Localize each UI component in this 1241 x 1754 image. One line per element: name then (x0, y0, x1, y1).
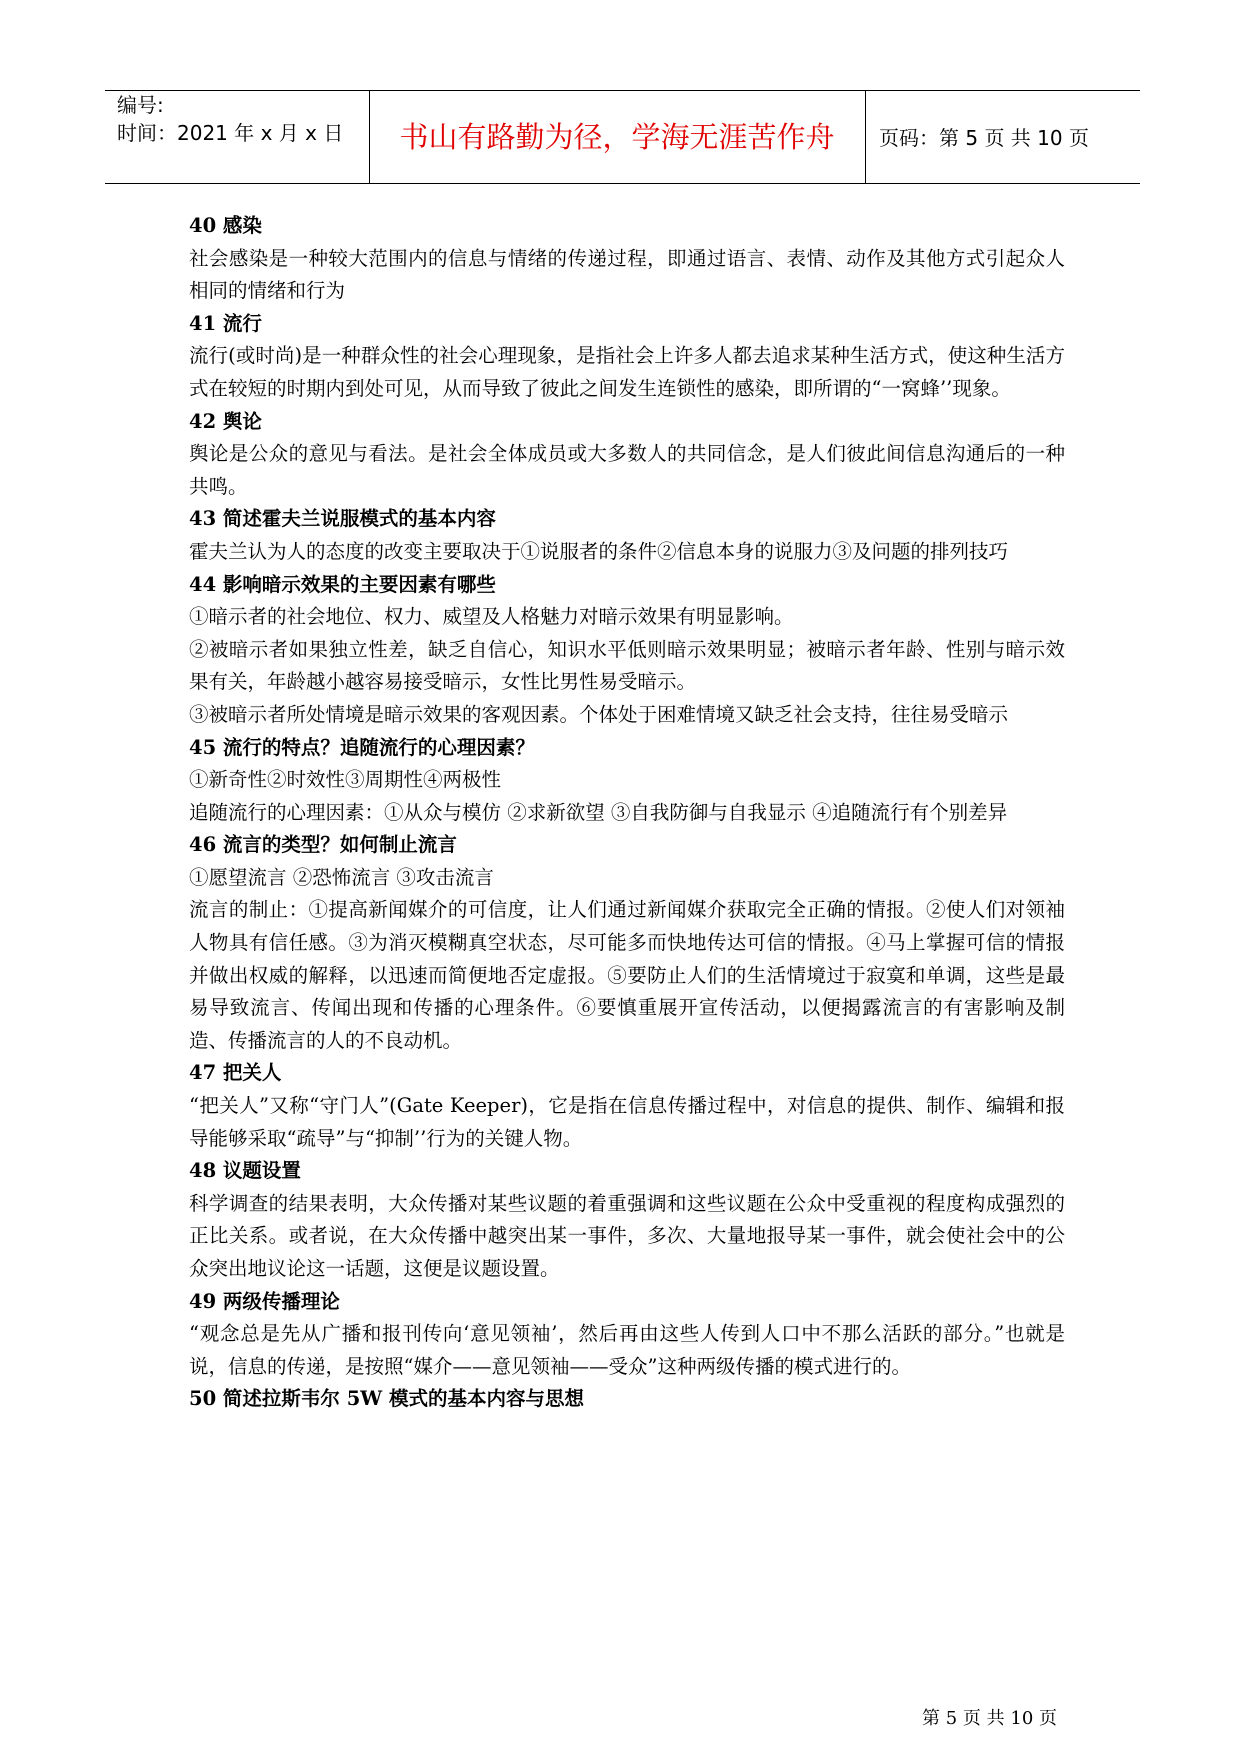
section-heading: 42 舆论 (189, 409, 262, 433)
section-paragraph: ①愿望流言 ②恐怖流言 ③攻击流言 (189, 865, 494, 889)
section-paragraph: 流行(或时尚)是一种群众性的社会心理现象，是指社会上许多人都去追求某种生活方式，使这种生活方式在较短的时期内到处可见，从而导致了彼此之间发生连锁性的感染，即所谓的“一窝蜂’’现象。 (189, 344, 1065, 400)
section-heading: 47 把关人 (189, 1061, 282, 1085)
section-paragraph: “把关人”又称“守门人”(Gate Keeper)，它是指在信息传播过程中，对信息的提供、制作、编辑和报导能够采取“疏导”与“抑制’’行为的关键人物。 (189, 1094, 1065, 1150)
time-label: 时间：2021 年 x 月 x 日 (117, 121, 344, 145)
section-paragraph: ③被暗示者所处情境是暗示效果的客观因素。个体处于困难情境又缺乏社会支持，往往易受暗示 (189, 702, 1009, 726)
section-paragraph: ②被暗示者如果独立性差，缺乏自信心，知识水平低则暗示效果明显；被暗示者年龄、性别与暗示效果有关，年龄越小越容易接受暗示，女性比男性易受暗示。 (189, 637, 1065, 694)
section-heading: 50 简述拉斯韦尔 5W 模式的基本内容与思想 (189, 1387, 584, 1411)
section-heading: 46 流言的类型？如何制止流言 (189, 833, 457, 857)
section-paragraph: “观念总是先从广播和报刊传向‘意见领袖’，然后再由这些人传到人口中不那么活跃的部分。”也就是说，信息的传递，是按照“媒介——意见领袖——受众”这种两级传播的模式进行的。 (189, 1322, 1065, 1378)
section-paragraph: 科学调查的结果表明，大众传播对某些议题的着重强调和这些议题在公众中受重视的程度构成强烈的正比关系。或者说，在大众传播中越突出某一事件，多次、大量地报导某一事件，就会使社会中的公众突出地议论这一话题，这便是议题设置。 (189, 1191, 1065, 1280)
page-header (105, 90, 1140, 184)
section-heading: 48 议题设置 (189, 1159, 301, 1183)
section-paragraph: 舆论是公众的意见与看法。是社会全体成员或大多数人的共同信念，是人们彼此间信息沟通后的一种共鸣。 (189, 442, 1065, 498)
number-label: 编号: (117, 93, 164, 117)
header-info-cell (105, 91, 370, 183)
section-paragraph: 流言的制止：①提高新闻媒介的可信度，让人们通过新闻媒介获取完全正确的情报。②使人们对领袖人物具有信任感。③为消灭模糊真空状态，尽可能多而快地传达可信的情报。④马上掌握可信的情报并做出权威的解释，以迅速而简便地否定虚报。⑤要防止人们的生活情境过于寂寞和单调，这些是最易导致流言、传闻出现和传播的心理条件。⑥要慎重展开宣传活动，以便揭露流言的有害影响及制造、传播流言的人的不良动机。 (189, 898, 1065, 1052)
header-motto: 书山有路勤为径，学海无涯苦作舟 (399, 120, 835, 154)
section-heading: 41 流行 (189, 311, 262, 335)
section-paragraph: 追随流行的心理因素：①从众与模仿 ②求新欲望 ③自我防御与自我显示 ④追随流行有个别差异 (189, 800, 1008, 824)
section-paragraph: 霍夫兰认为人的态度的改变主要取决于①说服者的条件②信息本身的说服力③及问题的排列技巧 (189, 539, 1009, 563)
document-body (189, 210, 1065, 1416)
section-heading: 40 感染 (189, 214, 262, 237)
section-heading: 44 影响暗示效果的主要因素有哪些 (189, 572, 496, 596)
section-heading: 49 两级传播理论 (189, 1289, 340, 1313)
section-heading: 43 简述霍夫兰说服模式的基本内容 (189, 507, 496, 531)
section-paragraph: ①暗示者的社会地位、权力、威望及人格魅力对暗示效果有明显影响。 (189, 605, 794, 629)
page-code: 页码：第 5 页 共 10 页 (879, 126, 1089, 150)
section-paragraph: ①新奇性②时效性③周期性④两极性 (189, 768, 502, 792)
header-page-cell (865, 91, 1140, 183)
header-motto-cell (369, 91, 866, 183)
section-heading: 45 流行的特点？追随流行的心理因素？ (189, 735, 535, 759)
page-footer: 第 5 页 共 10 页 (922, 1708, 1057, 1729)
section-paragraph: 社会感染是一种较大范围内的信息与情绪的传递过程，即通过语言、表情、动作及其他方式引起众人相同的情绪和行为 (189, 246, 1065, 303)
